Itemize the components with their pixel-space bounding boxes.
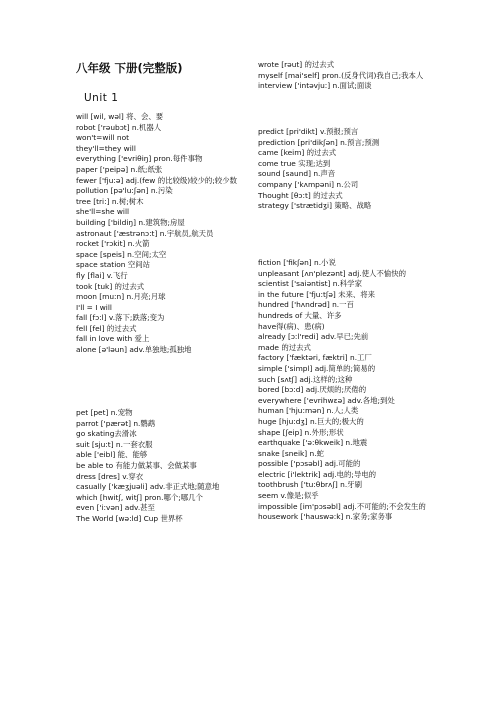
vocab-entry: suit [sju:t] n.一套衣服: [76, 439, 153, 449]
vocab-entry: be able to 有能力做某事、会做某事: [76, 460, 197, 470]
vocab-entry: won't=will not: [76, 133, 130, 143]
vocab-entry: toothbrush ['tu:θbrʌʃ] n.牙刷: [258, 480, 362, 490]
vocab-entry: go skating去滑冰: [76, 429, 137, 439]
vocab-list-left-1: [76, 112, 252, 356]
vocab-entry: casually ['kæʒjuəli] adv.非正式地;随意地: [76, 482, 220, 492]
vocab-entry: came [keim] 的过去式: [258, 148, 337, 158]
vocab-entry: took [tuk] 的过去式: [76, 281, 145, 291]
vocab-entry: fell [fel] 的过去式: [76, 323, 137, 333]
vocab-entry: huge [hju:dʒ] n.巨大的;极大的: [258, 416, 364, 426]
vocab-entry: scientist ['saiəntist] n.科学家: [258, 279, 362, 289]
vocab-entry: interview ['intəvju:] n.面试;面谈: [258, 81, 372, 91]
vocab-entry: factory ['fæktəri, fæktri] n.工厂: [258, 353, 372, 363]
vocab-list-right-1: [258, 60, 438, 92]
vocab-entry: prediction [pri'dikʃən] n.预言;预测: [258, 137, 380, 147]
vocab-entry: housework ['hauswə:k] n.家务;家务事: [258, 512, 393, 522]
vocab-entry: alone [ə'ləun] adv.单独地;孤独地: [76, 345, 192, 355]
vocab-entry: she'll=she will: [76, 207, 130, 217]
vocab-entry: even ['i:vən] adv.甚至: [76, 503, 155, 513]
vocab-entry: wrote [rəut] 的过去式: [258, 60, 335, 69]
vocab-entry: earthquake ['ə:θkweik] n.地震: [258, 438, 368, 448]
vocab-entry: will [wil, wəl] 将、会、要: [76, 112, 164, 121]
vocab-entry: bored [bɔ:d] adj.厌烦的;厌倦的: [258, 385, 367, 395]
vocab-entry: impossible [im'pɔsəbl] adj.不可能的;不会发生的: [258, 501, 426, 511]
vocab-entry: space station 空间站: [76, 260, 150, 270]
vocab-entry: robot ['rəubɔt] n.机器人: [76, 122, 162, 132]
vocab-list-right-2: [258, 127, 438, 212]
vocab-entry: seem v.像是;似乎: [258, 491, 319, 501]
vocab-entry: strategy ['strætidʒi] 策略、战略: [258, 201, 372, 211]
vocab-entry: unpleasant [ʌn'plezənt] adj.使人不愉快的: [258, 268, 406, 278]
vocab-entry: human ['hju:mən] n.人;人类: [258, 406, 359, 416]
vocab-list-right-3: [258, 258, 438, 523]
vocab-entry: snake [sneik] n.蛇: [258, 448, 324, 458]
vocab-entry: everywhere ['evrihwɛə] adv.各地;到处: [258, 395, 395, 405]
vocab-entry: fall [fɔ:l] v.落下;跌落;变为: [76, 313, 165, 323]
vocab-entry: shape [ʃeip] n.外形;形状: [258, 427, 344, 437]
vocab-entry: everything ['evriθiŋ] pron.每件事物: [76, 154, 203, 164]
vocab-entry: Thought [θɔ:t] 的过去式: [258, 190, 343, 200]
vocab-entry: such [sʌtʃ] adj.这样的;这种: [258, 374, 353, 384]
vocab-entry: space [speis] n.空间;太空: [76, 249, 167, 259]
vocab-entry: have得(病)、患(病): [258, 321, 325, 331]
vocab-entry: hundreds of 大量、许多: [258, 310, 342, 320]
vocab-entry: predict [pri'dikt] v.预报;预言: [258, 127, 359, 136]
vocab-entry: sound [saund] n.声音: [258, 169, 336, 179]
vocab-entry: in the future ['fju:tʃə] 未来、将来: [258, 289, 376, 299]
vocab-entry: they'll=they will: [76, 143, 136, 153]
vocab-entry: The World [wə:ld] Cup 世界杯: [76, 513, 183, 523]
vocab-entry: building ['bildiŋ] n.建筑物;房屋: [76, 217, 185, 227]
vocab-entry: electric [i'lektrik] adj.电的;导电的: [258, 469, 377, 479]
vocab-entry: fall in love with 爱上: [76, 334, 150, 344]
vocab-entry: pet [pet] n.宠物: [76, 408, 133, 417]
vocab-entry: paper ['peipə] n.纸;纸张: [76, 164, 163, 174]
vocab-entry: pollution [pə'lu:ʃən] n.污染: [76, 186, 173, 196]
vocab-entry: I'll = I will: [76, 302, 112, 312]
vocab-entry: come true 实现;达到: [258, 158, 331, 168]
vocab-entry: hundred ['hʌndrəd] n.一百: [258, 300, 354, 310]
vocab-entry: myself [mai'self] pron.(反身代词)我自己;我本人: [258, 70, 424, 80]
vocab-entry: fewer ['fju:ə] adj.(few 的比较级)较少的;较少数: [76, 175, 237, 185]
vocab-entry: which [hwitʃ, witʃ] pron.哪个;哪几个: [76, 492, 203, 502]
vocab-entry: company ['kʌmpəni] n.公司: [258, 179, 359, 189]
vocab-entry: astronaut ['æstrənɔ:t] n.宇航员,航天员: [76, 228, 214, 238]
vocab-entry: dress [dres] v.穿衣: [76, 471, 144, 481]
vocab-entry: fiction ['fikʃən] n.小说: [258, 258, 336, 267]
vocab-entry: moon [mu:n] n.月亮;月球: [76, 292, 166, 302]
vocab-entry: made 的过去式: [258, 342, 311, 352]
vocab-entry: tree [tri:] n.树;树木: [76, 196, 144, 206]
vocab-entry: already [ɔ:l'redi] adv.早已;先前: [258, 332, 369, 342]
vocab-entry: possible ['pɔsəbl] adj.可能的: [258, 459, 361, 469]
vocab-entry: fly [flai] v.飞行: [76, 270, 128, 280]
vocab-entry: able ['eibl] 能、能够: [76, 450, 148, 460]
vocab-entry: rocket ['rɔkit] n.火箭: [76, 239, 150, 249]
vocab-list-left-2: [76, 408, 252, 525]
unit-heading: Unit 1: [84, 92, 119, 104]
vocab-entry: parrot ['pærət] n.鹦鹉: [76, 418, 156, 428]
vocab-entry: simple ['simpl] adj.简单的;简易的: [258, 363, 376, 373]
page-title: 八年级 下册(完整版): [76, 61, 183, 75]
